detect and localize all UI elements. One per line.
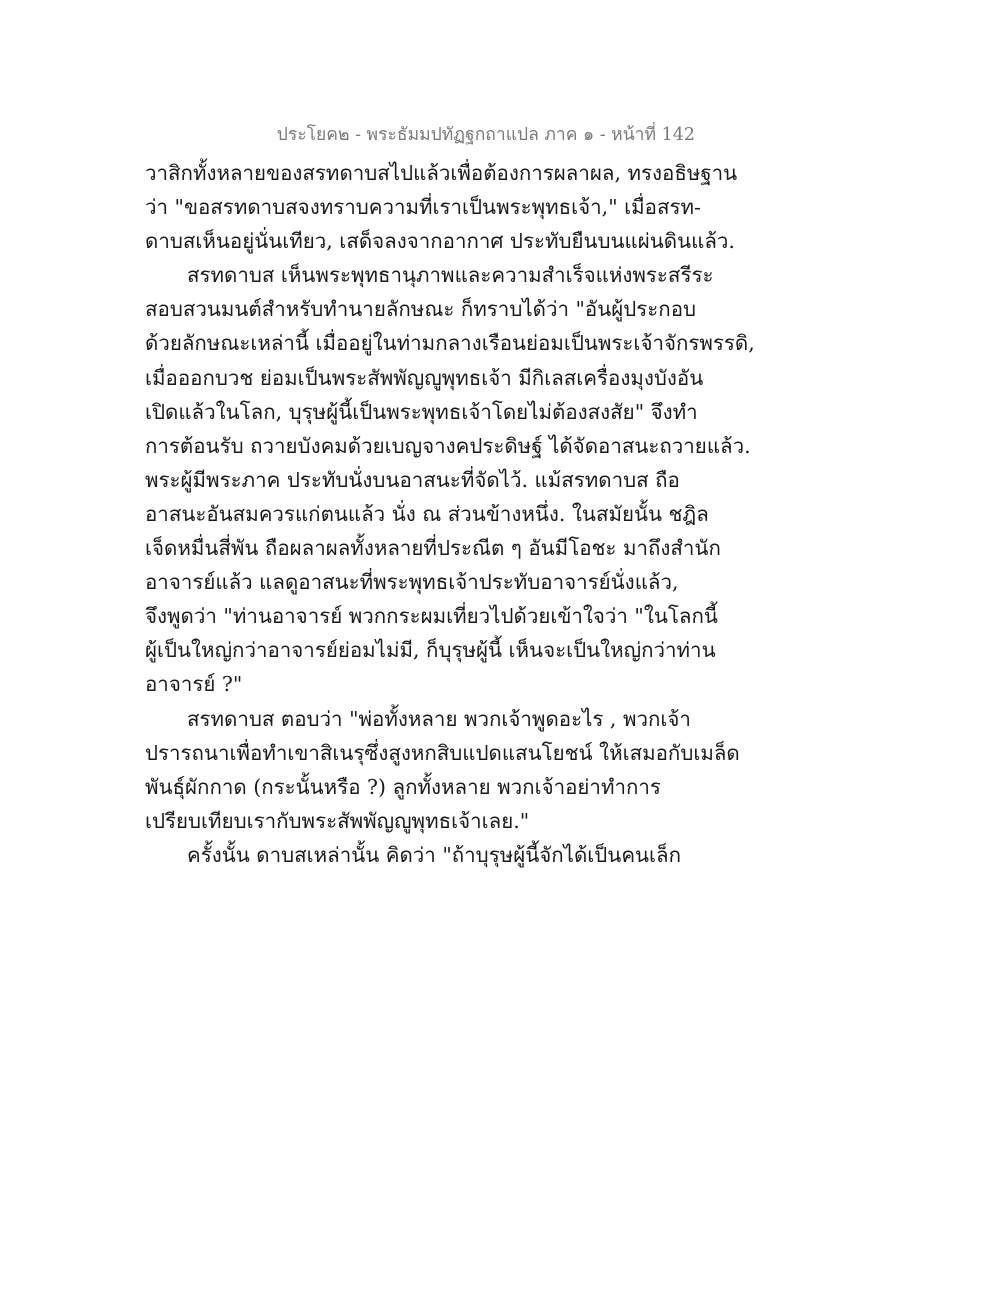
paragraph-start-line: สรทดาบส ตอบว่า "พ่อทั้งหลาย พวกเจ้าพูดอะไร , พวกเจ้า bbox=[187, 706, 691, 731]
text-line: อาสนะอันสมควรแก่ตนแล้ว นั่ง ณ ส่วนข้างหนึ่ง. ในสมัยนั้น ชฎิล bbox=[145, 501, 709, 526]
text-line: อาจารย์แล้ว แลดูอาสนะที่พระพุทธเจ้าประทับอาจารย์นั่งแล้ว, bbox=[145, 570, 679, 595]
text-line: จึงพูดว่า "ท่านอาจารย์ พวกกระผมเที่ยวไปด้วยเข้าใจว่า "ในโลกนี้ bbox=[145, 604, 718, 629]
text-line: เจ็ดหมื่นสี่พัน ถือผลาผลทั้งหลายที่ประณีต ๆ อันมีโอชะ มาถึงสำนัก bbox=[145, 536, 721, 561]
text-line: สอบสวนมนต์สำหรับทำนายลักษณะ ก็ทราบได้ว่า "อันผู้ประกอบ bbox=[145, 297, 697, 322]
text-line: วาสิกทั้งหลายของสรทดาบสไปแล้วเพื่อต้องการผลาผล, ทรงอธิษฐาน bbox=[145, 161, 738, 185]
text-line: ดาบสเห็นอยู่นั่นเทียว, เสด็จลงจากอากาศ ประทับยืนบนแผ่นดินแล้ว. bbox=[145, 229, 735, 254]
paragraph-start-line: สรทดาบส เห็นพระพุทธานุภาพและความสำเร็จแห่งพระสรีระ bbox=[187, 263, 714, 288]
text-line: เมื่อออกบวช ย่อมเป็นพระสัพพัญญูพุทธเจ้า มีกิเลสเครื่องมุงบังอัน bbox=[145, 365, 704, 390]
text-line: ว่า "ขอสรทดาบสจงทราบความที่เราเป็นพระพุทธเจ้า," เมื่อสรท- bbox=[145, 195, 701, 220]
text-line: เปรียบเทียบเรากับพระสัพพัญญูพุทธเจ้าเลย." bbox=[145, 808, 530, 833]
text-line: พันธุ์ผักกาด (กระนั้นหรือ ?) ลูกทั้งหลาย พวกเจ้าอย่าทำการ bbox=[145, 774, 661, 799]
text-line: ผู้เป็นใหญ่กว่าอาจารย์ย่อมไม่มี, ก็บุรุษผู้นี้ เห็นจะเป็นใหญ่กว่าท่าน bbox=[145, 638, 716, 663]
text-line: อาจารย์ ?" bbox=[145, 672, 243, 697]
text-line: การต้อนรับ ถวายบังคมด้วยเบญจางคประดิษฐ์ ได้จัดอาสนะถวายแล้ว. bbox=[145, 433, 751, 458]
text-line: ปรารถนาเพื่อทำเขาสิเนรุซึ่งสูงหกสิบแปดแสนโยชน์ ให้เสมอกับเมล็ด bbox=[145, 740, 740, 765]
text-line: พระผู้มีพระภาค ประทับนั่งบนอาสนะที่จัดไว้. แม้สรทดาบส ถือ bbox=[145, 467, 680, 492]
text-line: ด้วยลักษณะเหล่านี้ เมื่ออยู่ในท่ามกลางเรือนย่อมเป็นพระเจ้าจักรพรรดิ, bbox=[145, 331, 755, 356]
paragraph-start-line: ครั้งนั้น ดาบสเหล่านั้น คิดว่า "ถ้าบุรุษผู้นี้จักได้เป็นคนเล็ก bbox=[187, 842, 682, 867]
running-header: ประโยค๒ - พระธัมมปทัฏฐกถาแปล ภาค ๑ - หน้าที่ 142 bbox=[276, 125, 695, 145]
body-text bbox=[145, 156, 755, 872]
text-line: เปิดแล้วในโลก, บุรุษผู้นี้เป็นพระพุทธเจ้าโดยไม่ต้องสงสัย" จึงทำ bbox=[145, 399, 698, 424]
